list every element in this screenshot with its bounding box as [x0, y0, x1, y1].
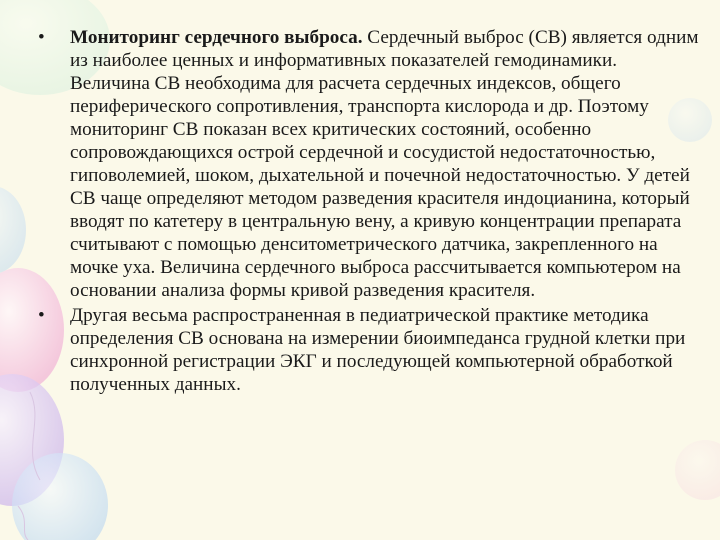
slide-body: [38, 26, 700, 396]
balloon-shape: [0, 186, 26, 274]
bullet-body-text: Другая весьма распространенная в педиатрической практике методика определения СВ основана на измерении биоимпеданса грудной клетки при синхронной регистрации ЭКГ и последующей компьютерной обработкой полученных данных.: [70, 305, 686, 395]
bullet-lead-text: Мониторинг сердечного выброса.: [70, 27, 363, 48]
bullet-body-text: Сердечный выброс (СВ) является одним из наиболее ценных и информативных показателей гемодинамики. Величина СВ необходима для расчета сердечных индексов, общего периферического сопротивления, транспорта кислорода и др. Поэтому мониторинг СВ показан всех критических состояний, особенно сопровождающихся острой сердечной и сосудистой недостаточностью, гиповолемией, шоком, дыхательной и почечной недостаточностью. У детей СВ чаще определяют методом разведения красителя индоцианина, который вводят по катетеру в центральную вену, а кривую концентрации препарата считывают с помощью денситометрического датчика, закрепленного на мочке уха. Величина сердечного выброса рассчитывается компьютером на основании анализа формы кривой разведения красителя.: [70, 27, 699, 301]
bullet-marker: •: [38, 305, 45, 326]
bullet-item-bioimpedance: [38, 304, 700, 396]
bullet-marker: •: [38, 27, 45, 48]
bubble-shape: [675, 440, 720, 500]
bullet-item-cardiac-output: [38, 26, 700, 302]
